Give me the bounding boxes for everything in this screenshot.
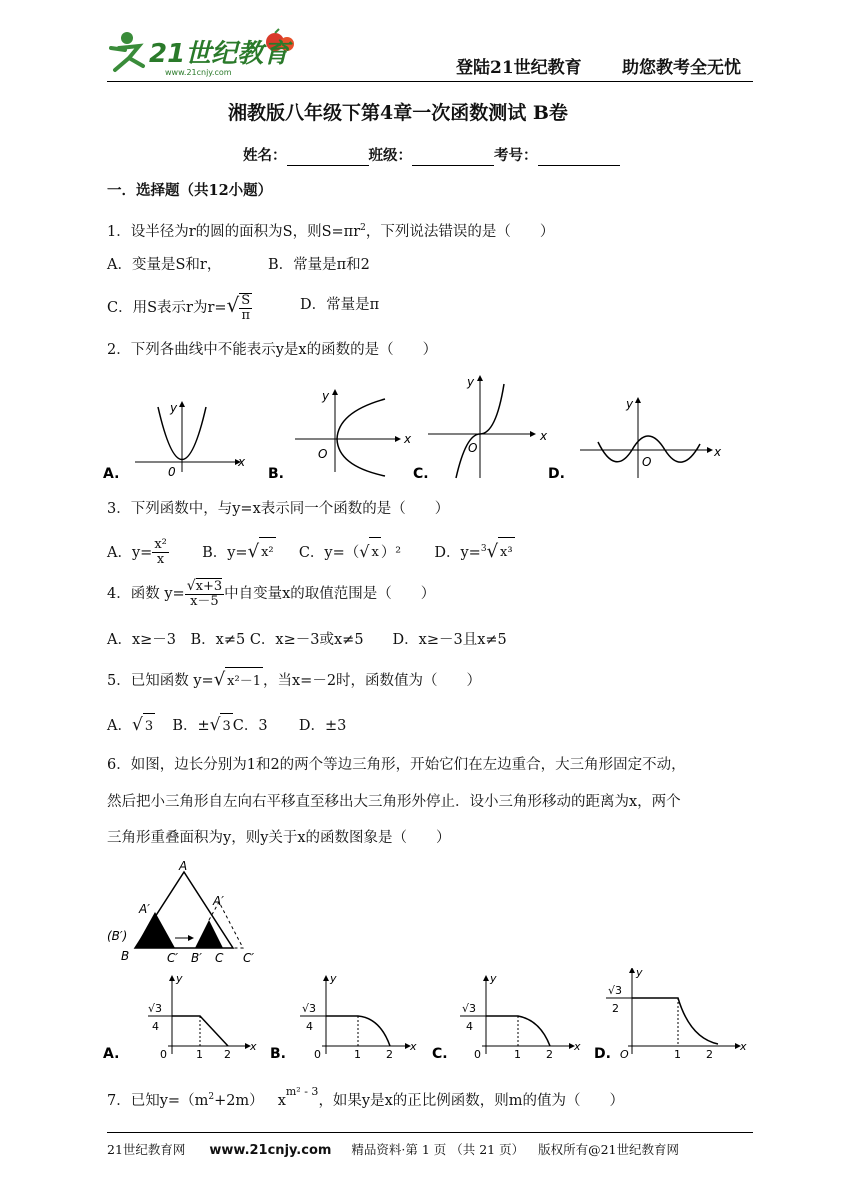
svg-text:y: y: [467, 375, 475, 389]
svg-text:O: O: [642, 455, 652, 469]
svg-text:x: x: [404, 432, 412, 446]
q6-graph-d: [594, 968, 747, 1062]
q6-graph-c: [432, 972, 581, 1062]
q2-label-c: C.: [413, 466, 429, 482]
svg-text:0: 0: [168, 465, 176, 479]
svg-text:y: y: [626, 397, 634, 411]
footer-site-link[interactable]: www.21cnjy.com: [209, 1143, 332, 1158]
q6-triangle-figure: [105, 860, 275, 970]
q2-label-d: D.: [548, 466, 565, 482]
footer-left: 21世纪教育网: [107, 1142, 186, 1157]
name-label: 姓名：: [243, 147, 287, 164]
svg-text:x: x: [410, 1040, 417, 1053]
q6-line-2: 然后把小三角形自左向右平移直至移出大三角形外停止．设小三角形移动的距离为x，两个: [107, 794, 681, 810]
svg-text:A: A: [179, 860, 188, 873]
svg-text:2: 2: [224, 1048, 231, 1061]
page-title: 湘教版八年级下第4章一次函数测试 B卷: [228, 102, 568, 124]
exam-blank[interactable]: [538, 149, 620, 166]
svg-text:C′: C′: [243, 951, 255, 965]
q6-line-1: 6．如图，边长分别为1和2的两个等边三角形，开始它们在左边重合，大三角形固定不动，: [107, 757, 686, 773]
q3-option-d: D．y=$^3$√ x³: [434, 545, 514, 561]
class-label: 班级：: [368, 147, 412, 164]
logo: [105, 28, 305, 80]
q5-option-a: A．√ 3: [107, 718, 155, 734]
svg-text:1: 1: [196, 1048, 203, 1061]
q2-graph-c: [413, 375, 548, 482]
footer-rule: [107, 1132, 753, 1133]
q2-figure: [100, 372, 740, 482]
q5-options: [107, 712, 346, 740]
svg-text:x: x: [250, 1040, 257, 1053]
svg-text:C.: C.: [432, 1046, 448, 1062]
q3-option-a: A．y= $\frac{\text{x²}}{x}$: [107, 537, 167, 568]
exam-label: 考号：: [494, 147, 538, 164]
svg-text:y: y: [330, 972, 337, 985]
svg-text:x: x: [714, 445, 722, 459]
svg-text:4: 4: [306, 1020, 313, 1033]
section-heading: 一．选择题（共12小题）: [107, 182, 273, 199]
q2-graph-b: [268, 389, 412, 482]
svg-text:B′: B′: [191, 951, 202, 965]
q2-label-b: B.: [268, 466, 284, 482]
svg-text:C′: C′: [167, 951, 179, 965]
svg-text:0: 0: [314, 1048, 321, 1061]
student-info: [243, 146, 620, 166]
q5-option-b: B．±√ 3: [172, 718, 232, 734]
q2-label-a: A.: [103, 466, 120, 482]
svg-text:A′: A′: [139, 902, 150, 916]
svg-text:2: 2: [546, 1048, 553, 1061]
q3-stem: 3．下列函数中，与y=x表示同一个函数的是（ ）: [107, 501, 450, 517]
q3-option-b: B．y=√ x²: [202, 545, 276, 561]
svg-text:y: y: [636, 968, 643, 979]
q6-options-figure: [100, 968, 760, 1068]
q4-stem: 4．函数 y= $\frac{√x+3}{x-5}$ 中自变量x的取值范围是（ ）: [107, 578, 436, 609]
q3-option-c: C．y=（√ x ）²: [299, 545, 401, 561]
svg-text:y: y: [490, 972, 497, 985]
q2-stem: 2．下列各曲线中不能表示y是x的函数的是（ ）: [107, 342, 438, 358]
svg-text:2: 2: [612, 1002, 619, 1015]
svg-text:√3: √3: [608, 984, 623, 997]
svg-text:O: O: [620, 1048, 629, 1061]
svg-text:B: B: [121, 949, 130, 963]
slogan-left: 登陆21世纪教育: [456, 58, 582, 78]
svg-text:0: 0: [160, 1048, 167, 1061]
svg-text:O: O: [318, 447, 328, 461]
q2-graph-d: [548, 397, 722, 482]
svg-text:A.: A.: [103, 1046, 120, 1062]
svg-text:x: x: [574, 1040, 581, 1053]
svg-text:√3: √3: [148, 1002, 163, 1015]
q1-stem: 1．设半径为r的圆的面积为S，则$S=\pi r^2$，下列说法错误的是（ ）: [107, 223, 555, 240]
logo-runner-icon: [111, 46, 143, 70]
svg-text:x: x: [238, 455, 246, 469]
q1-option-b: B．常量是π和2: [268, 257, 370, 273]
q1-option-c: C．用S表示r为r=√ $\frac{S}{\pi}$: [107, 293, 251, 323]
svg-text:O: O: [468, 441, 478, 455]
q7-stem: 7．已知$y=(m^2+2m)$ $x^{m^2 - 3}$，如果y是x的正比例函数，则m的值为（ ）: [107, 1085, 625, 1109]
logo-url: www.21cnjy.com: [165, 68, 232, 77]
q2-graph-a: [103, 401, 246, 482]
footer-page: 精品资料·第 1 页 （共 21 页）: [351, 1142, 525, 1157]
svg-text:C: C: [215, 951, 224, 965]
q6-line-3: 三角形重叠面积为y，则y关于x的函数图象是（ ）: [107, 830, 451, 846]
q1-option-a: A．变量是S和r，: [107, 257, 222, 273]
svg-text:y: y: [322, 389, 330, 403]
q5-option-d: D．±3: [298, 718, 347, 734]
svg-text:2: 2: [706, 1048, 713, 1061]
slogan-right: 助您教考全无忧: [622, 58, 741, 78]
svg-text:A′: A′: [213, 894, 224, 908]
svg-text:x: x: [540, 429, 548, 443]
name-blank[interactable]: [287, 149, 369, 166]
svg-text:B.: B.: [270, 1046, 286, 1062]
logo-runner-head-icon: [121, 32, 133, 44]
svg-text:4: 4: [152, 1020, 159, 1033]
q5-stem: 5．已知函数 y=√ x²－1 ，当x=－2时，函数值为（ ）: [107, 666, 481, 696]
q4-options: A．x≥－3 B．x≠5 C．x≥－3或x≠5 D．x≥－3且x≠5: [107, 632, 507, 648]
svg-text:y: y: [176, 972, 183, 985]
svg-text:4: 4: [466, 1020, 473, 1033]
svg-text:1: 1: [354, 1048, 361, 1061]
svg-text:D.: D.: [594, 1046, 611, 1062]
q6-graph-b: [270, 972, 417, 1062]
svg-text:0: 0: [474, 1048, 481, 1061]
svg-text:1: 1: [674, 1048, 681, 1061]
q6-graph-a: [103, 972, 257, 1062]
footer: [107, 1140, 679, 1161]
footer-right: 版权所有@21世纪教育网: [538, 1142, 679, 1157]
class-blank[interactable]: [412, 149, 494, 166]
svg-text:2: 2: [386, 1048, 393, 1061]
header-rule: [107, 81, 753, 82]
svg-text:y: y: [170, 401, 178, 415]
q5-option-c: C．3: [232, 718, 268, 734]
svg-text:x: x: [740, 1040, 747, 1053]
svg-text:1: 1: [514, 1048, 521, 1061]
logo-text: 21世纪教育: [149, 39, 290, 69]
q1-option-d: D．常量是π: [300, 297, 380, 313]
q3-options: [107, 534, 515, 568]
svg-text:√3: √3: [302, 1002, 317, 1015]
svg-text:√3: √3: [462, 1002, 477, 1015]
svg-text:(B′): (B′): [107, 929, 128, 943]
